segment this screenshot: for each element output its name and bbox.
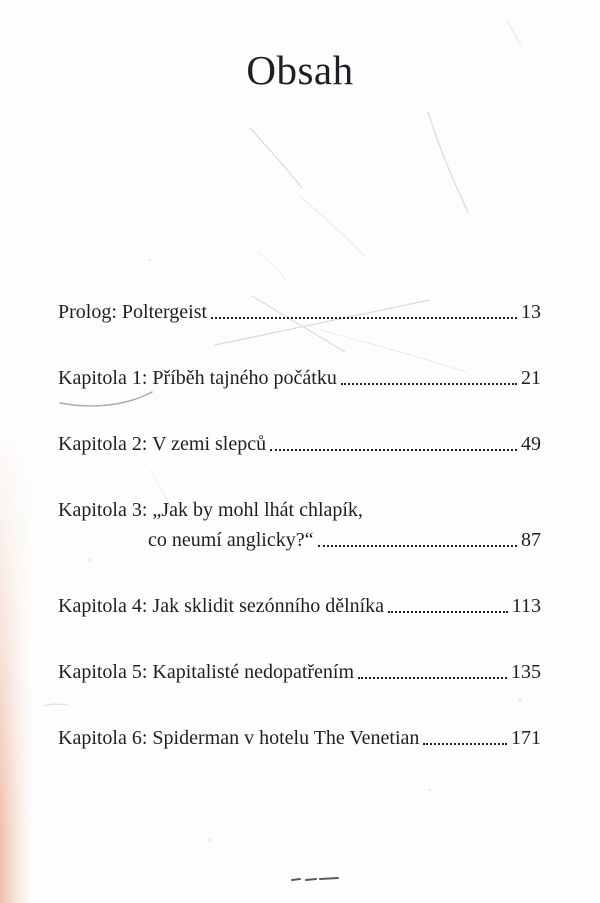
dot-leader	[270, 449, 517, 451]
toc-entry	[58, 429, 541, 459]
toc-entry-label: Kapitola 5: Kapitalisté nedopatřením	[58, 661, 355, 683]
toc-entry-row	[58, 525, 541, 555]
toc-title: Obsah	[246, 47, 354, 93]
dot-leader	[341, 383, 517, 385]
scan-edge-tint	[0, 433, 32, 903]
page-number: 87	[521, 529, 541, 551]
toc-entry-label: co neumí anglicky?“	[148, 529, 314, 551]
toc-entry-row	[58, 297, 541, 327]
page-number: 113	[511, 595, 541, 617]
toc-entry	[58, 495, 541, 555]
dot-leader	[388, 611, 508, 613]
page-number: 135	[511, 661, 541, 683]
page-number: 21	[521, 367, 541, 389]
toc-entry-row	[58, 657, 541, 687]
toc-entry	[58, 657, 541, 687]
toc-entry-text: Kapitola 3: „Jak by mohl lhát chlapík,	[58, 499, 363, 521]
page-number: 171	[511, 727, 541, 749]
toc-entry	[58, 591, 541, 621]
page-number: 49	[521, 433, 541, 455]
toc-entry-row	[58, 723, 541, 753]
toc-entry	[58, 297, 541, 327]
dot-leader	[358, 677, 507, 679]
toc-entry-label: Kapitola 6: Spiderman v hotelu The Venetian	[58, 727, 420, 749]
dot-leader	[211, 317, 517, 319]
toc-entry-label: Kapitola 4: Jak sklidit sezónního dělníka	[58, 595, 385, 617]
toc-entry-label: Kapitola 1: Příběh tajného počátku	[58, 367, 337, 389]
toc-entry	[58, 363, 541, 393]
toc-entry	[58, 723, 541, 753]
toc-entry-label: Kapitola 2: V zemi slepců	[58, 433, 267, 455]
dot-leader	[318, 545, 518, 547]
toc-entry-row	[58, 429, 541, 459]
toc-entry-label: Prolog: Poltergeist	[58, 301, 208, 323]
dot-leader	[423, 743, 507, 745]
toc-list	[58, 297, 541, 789]
toc-entry-row	[58, 363, 541, 393]
toc-entry-row	[58, 591, 541, 621]
page-number: 13	[521, 301, 541, 323]
